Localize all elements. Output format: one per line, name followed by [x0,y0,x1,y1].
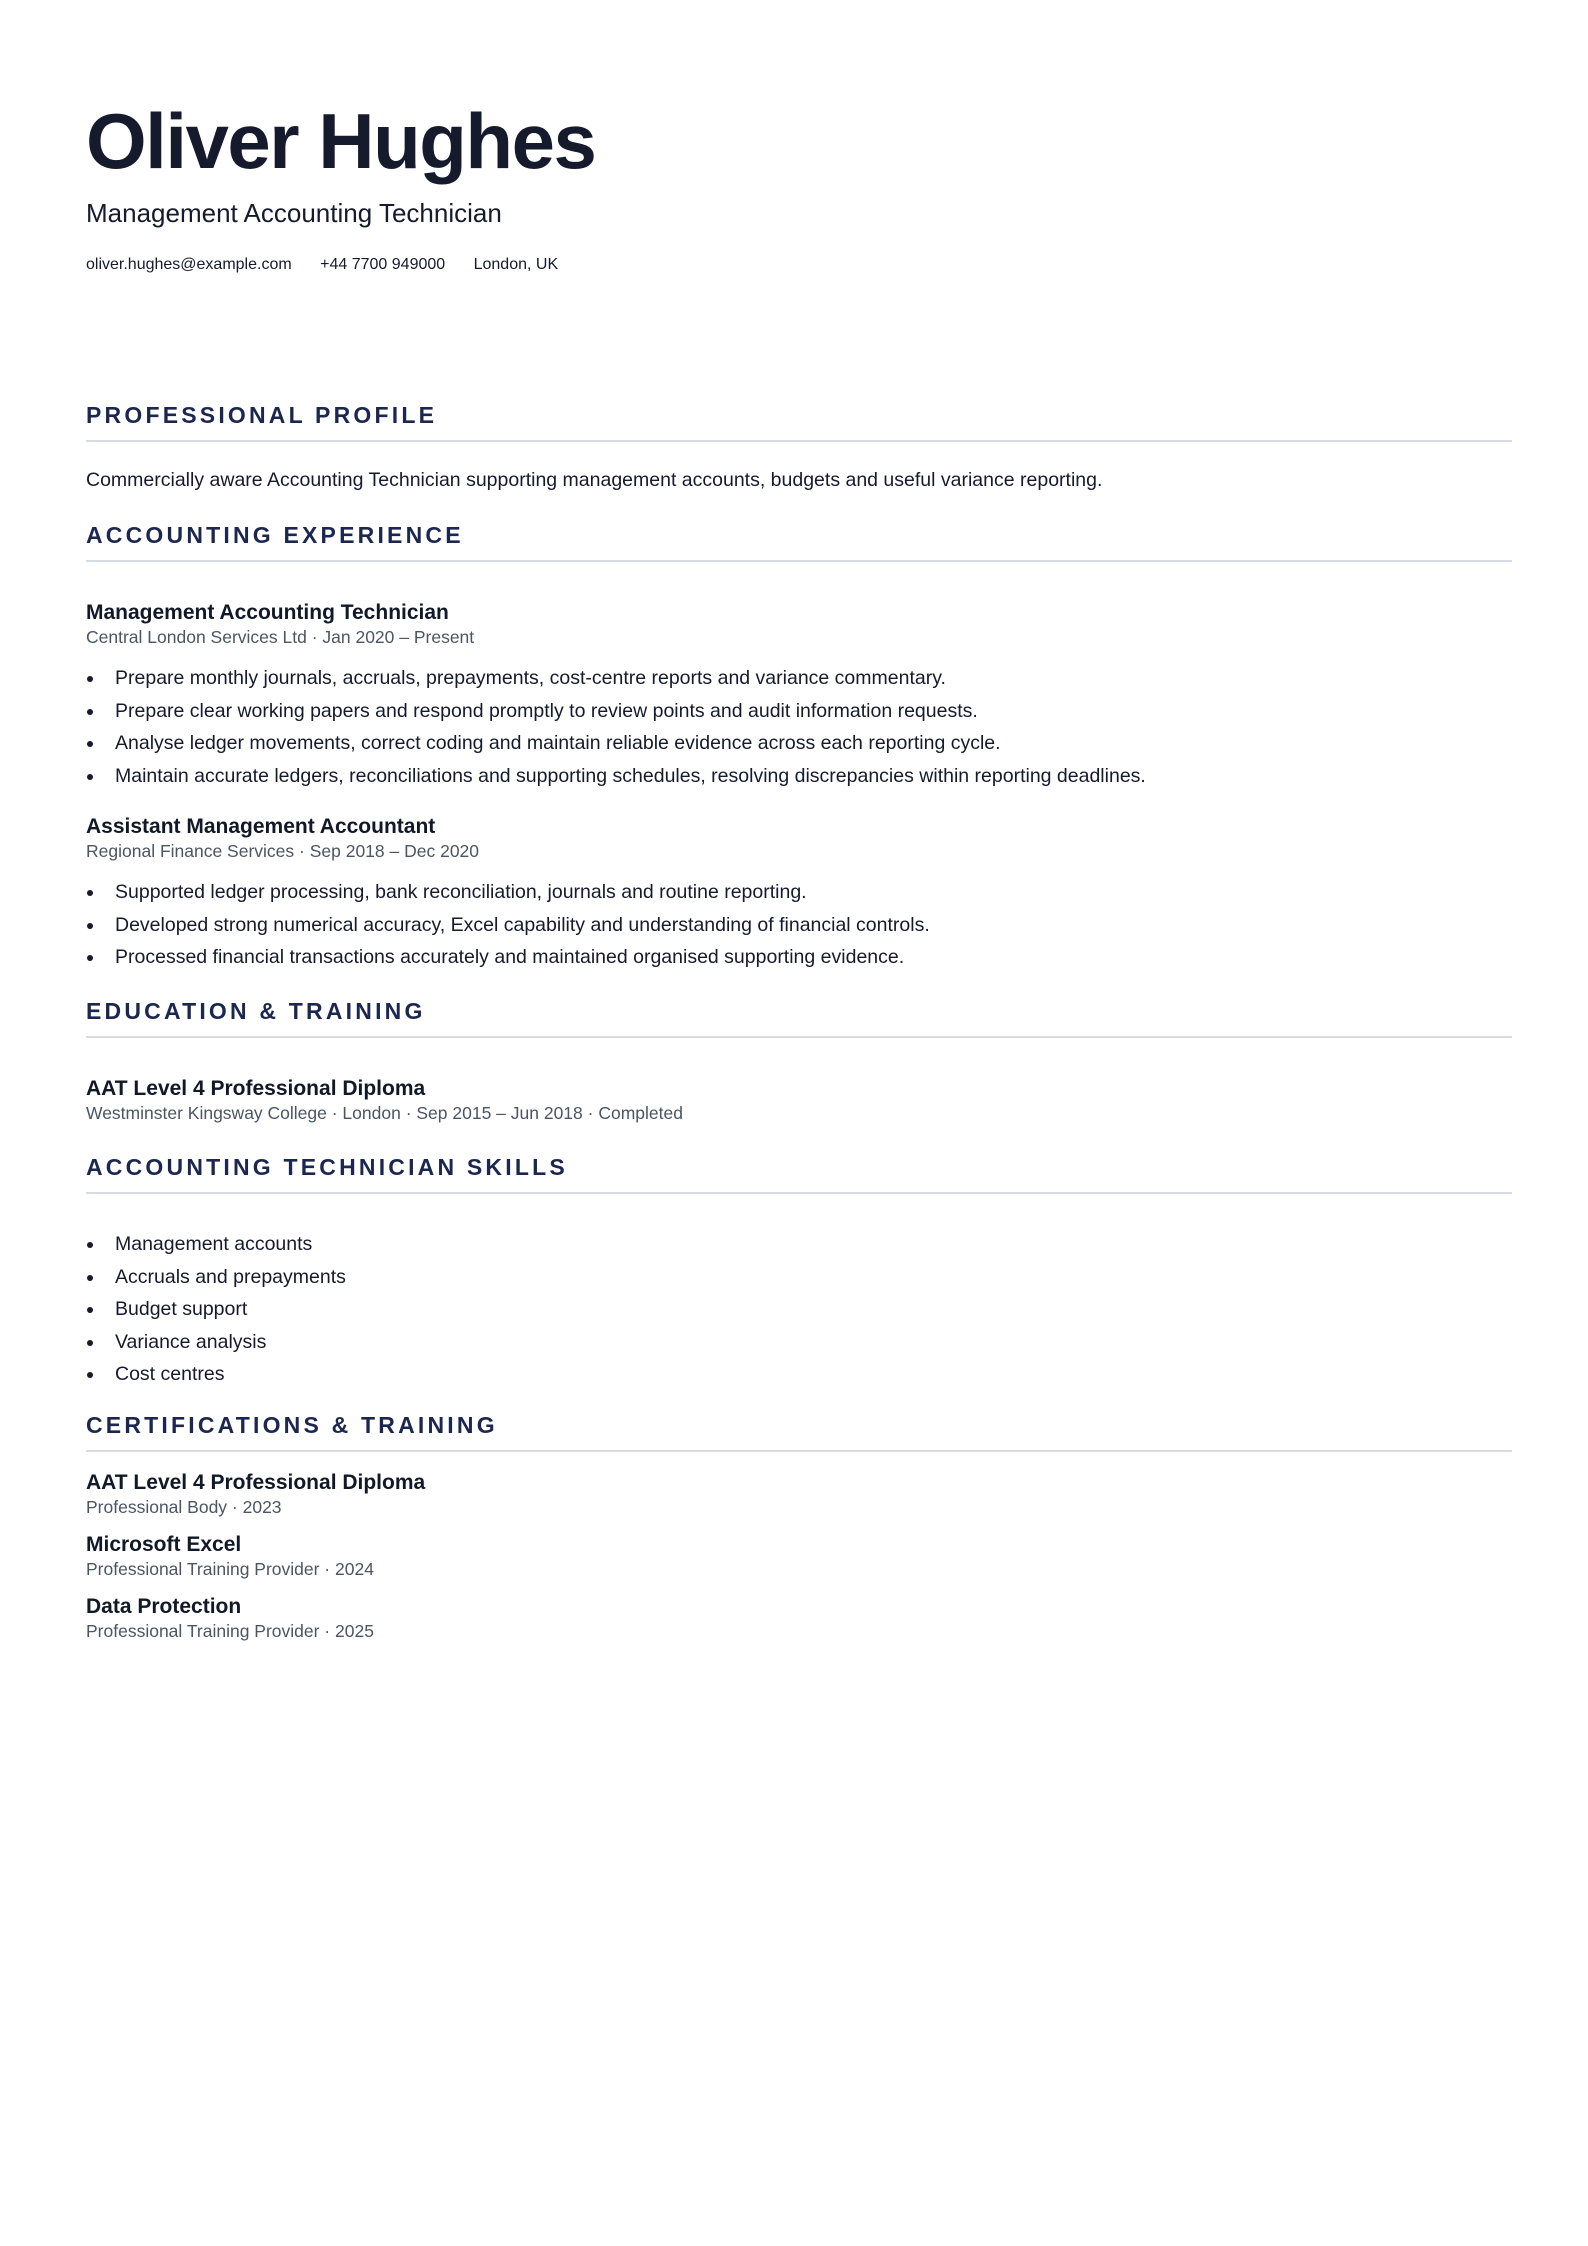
section-divider [86,440,1512,442]
bullet-icon [87,923,93,929]
bullet-icon [87,1275,93,1281]
bullet-icon [87,1307,93,1313]
education-qualification: AAT Level 4 Professional Diploma [86,1077,426,1100]
certification-name: Data Protection [86,1595,242,1618]
certification-name: AAT Level 4 Professional Diploma [86,1471,426,1494]
experience-section [86,520,1512,974]
job-headline: Management Accounting Technician [86,198,502,228]
contact-phone[interactable]: +44 7700 949000 [320,256,446,273]
bullet-icon [87,890,93,896]
job-bullets [86,662,1512,792]
bullet-icon [87,1242,93,1248]
bullet-icon [87,955,93,961]
section-divider [86,1192,1512,1194]
certification-meta: Professional Body · 2023 [86,1497,282,1517]
bullet-icon [87,1372,93,1378]
certifications-section [86,1410,1512,1642]
bullet-icon [87,709,93,715]
profile-section [86,400,1512,494]
list-item: Budget support [86,1293,1512,1326]
section-heading-experience: ACCOUNTING EXPERIENCE [86,522,464,548]
job-role: Assistant Management Accountant [86,815,436,838]
education-section [86,996,1512,1124]
section-divider [86,1450,1512,1452]
job-meta: Central London Services Ltd · Jan 2020 – Present [86,627,475,647]
certification-entry [86,1532,1512,1580]
certification-entry [86,1594,1512,1642]
contact-location: London, UK [473,256,559,273]
list-item: Developed strong numerical accuracy, Excel capability and understanding of financial controls. [86,909,1512,942]
section-heading-education: EDUCATION & TRAINING [86,998,426,1024]
job-bullets [86,876,1512,974]
skills-list [86,1228,1512,1391]
section-divider [86,560,1512,562]
education-meta: Westminster Kingsway College · London · Sep 2015 – Jun 2018 · Completed [86,1103,683,1123]
list-item: Processed financial transactions accurately and maintained organised supporting evidence. [86,941,1512,974]
list-item: Supported ledger processing, bank reconciliation, journals and routine reporting. [86,876,1512,909]
certification-entry [86,1470,1512,1518]
list-item: Accruals and prepayments [86,1261,1512,1294]
list-item: Prepare clear working papers and respond promptly to review points and audit information requests. [86,695,1512,728]
candidate-name: Oliver Hughes [86,97,596,185]
bullet-icon [87,774,93,780]
contact-email[interactable]: oliver.hughes@example.com [86,256,292,273]
list-item: Maintain accurate ledgers, reconciliations and supporting schedules, resolving discrepancies within reporting deadlines. [86,760,1512,793]
job-entry [86,814,1512,974]
job-role: Management Accounting Technician [86,601,449,624]
contact-line [86,254,582,276]
bullet-icon [87,1340,93,1346]
section-divider [86,1036,1512,1038]
section-heading-profile: PROFESSIONAL PROFILE [86,402,438,428]
list-item: Cost centres [86,1358,1512,1391]
list-item: Management accounts [86,1228,1512,1261]
skills-section [86,1152,1512,1391]
profile-summary: Commercially aware Accounting Technician supporting management accounts, budgets and useful variance reporting. [86,469,1103,491]
section-heading-skills: ACCOUNTING TECHNICIAN SKILLS [86,1154,568,1180]
section-heading-certifications: CERTIFICATIONS & TRAINING [86,1412,498,1438]
certification-meta: Professional Training Provider · 2025 [86,1621,374,1641]
job-meta: Regional Finance Services · Sep 2018 – Dec 2020 [86,841,480,861]
list-item: Prepare monthly journals, accruals, prepayments, cost-centre reports and variance commentary. [86,662,1512,695]
bullet-icon [87,741,93,747]
certification-name: Microsoft Excel [86,1533,242,1556]
bullet-icon [87,676,93,682]
certification-meta: Professional Training Provider · 2024 [86,1559,374,1579]
education-entry [86,1076,1512,1124]
list-item: Variance analysis [86,1326,1512,1359]
job-entry [86,600,1512,792]
list-item: Analyse ledger movements, correct coding and maintain reliable evidence across each reporting cycle. [86,727,1512,760]
